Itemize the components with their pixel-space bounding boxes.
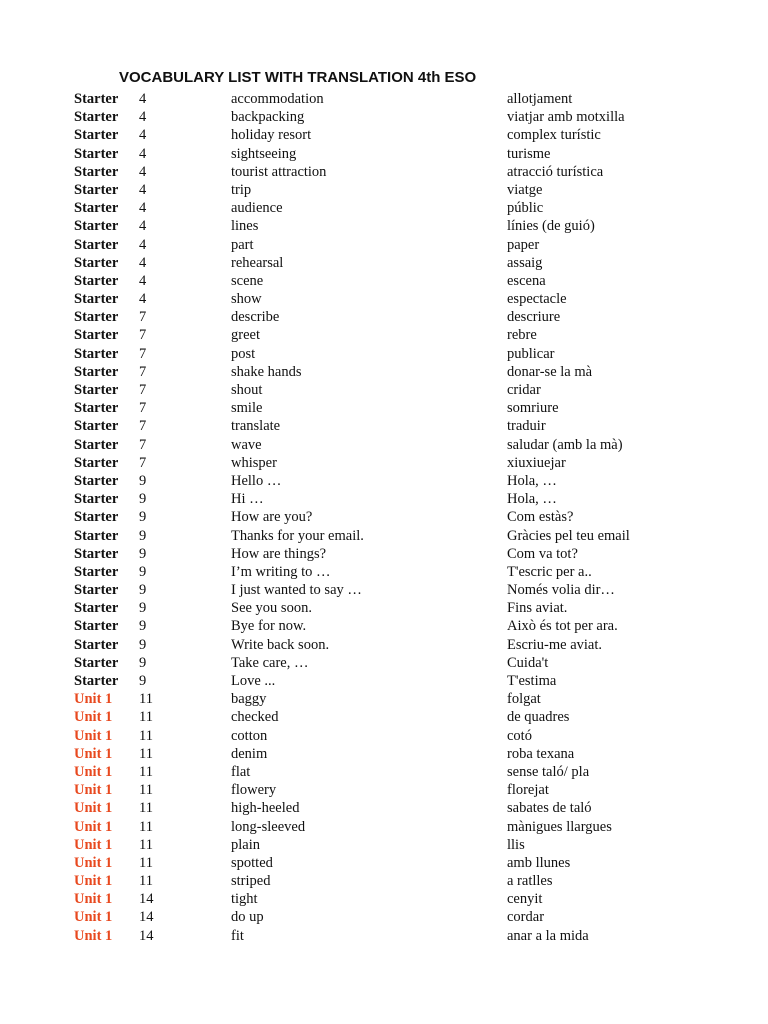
english-term-cell: part: [231, 236, 254, 253]
page-cell: 11: [139, 854, 153, 871]
unit-cell: Starter: [74, 345, 119, 362]
catalan-translation-cell: saludar (amb la mà): [507, 436, 623, 453]
vocabulary-row: [0, 472, 768, 490]
page-cell: 11: [139, 763, 153, 780]
vocabulary-row: [0, 599, 768, 617]
english-term-cell: striped: [231, 873, 271, 890]
catalan-translation-cell: assaig: [507, 254, 543, 271]
page-cell: 9: [139, 527, 147, 544]
vocabulary-row: [0, 836, 768, 854]
english-term-cell: smile: [231, 400, 263, 417]
catalan-translation-cell: anar a la mida: [507, 927, 589, 944]
catalan-translation-cell: Això és tot per ara.: [507, 618, 618, 635]
unit-cell: Unit 1: [74, 854, 113, 871]
vocabulary-row: [0, 908, 768, 926]
page-cell: 11: [139, 818, 153, 835]
english-term-cell: backpacking: [231, 109, 305, 126]
catalan-translation-cell: publicar: [507, 345, 555, 362]
vocabulary-row: [0, 617, 768, 635]
catalan-translation-cell: Escriu-me aviat.: [507, 636, 603, 653]
page-cell: 4: [139, 218, 147, 235]
catalan-translation-cell: llis: [507, 836, 525, 853]
english-term-cell: Love ...: [231, 673, 276, 689]
page-cell: 11: [139, 691, 153, 708]
page-cell: 11: [139, 836, 153, 853]
catalan-translation-cell: xiuxiuejar: [507, 454, 566, 471]
unit-cell: Unit 1: [74, 745, 113, 762]
catalan-translation-cell: línies (de guió): [507, 218, 595, 235]
catalan-translation-cell: viatge: [507, 181, 543, 198]
page-cell: 11: [139, 873, 153, 890]
unit-cell: Starter: [74, 527, 119, 544]
page-cell: 11: [139, 800, 153, 817]
english-term-cell: Bye for now.: [231, 618, 307, 635]
unit-cell: Unit 1: [74, 800, 113, 817]
catalan-translation-cell: sabates de taló: [507, 800, 592, 817]
page-cell: 4: [139, 109, 147, 126]
vocabulary-row: [0, 563, 768, 581]
unit-cell: Unit 1: [74, 727, 113, 744]
catalan-translation-cell: mànigues llargues: [507, 818, 612, 835]
english-term-cell: I just wanted to say …: [231, 582, 362, 599]
unit-cell: Starter: [74, 272, 119, 289]
catalan-translation-cell: Només volia dir…: [507, 582, 615, 599]
vocabulary-row: [0, 108, 768, 126]
vocabulary-row: [0, 381, 768, 399]
english-term-cell: flat: [231, 763, 251, 780]
vocabulary-row: [0, 326, 768, 344]
english-term-cell: denim: [231, 745, 268, 762]
catalan-translation-cell: T'escric per a..: [507, 563, 592, 580]
unit-cell: Starter: [74, 472, 119, 489]
unit-cell: Unit 1: [74, 836, 113, 853]
vocabulary-row: [0, 236, 768, 254]
vocabulary-row: [0, 490, 768, 508]
page-cell: 9: [139, 673, 147, 689]
page-cell: 11: [139, 727, 153, 744]
vocabulary-row: [0, 199, 768, 217]
vocabulary-row: [0, 890, 768, 908]
vocabulary-row: [0, 508, 768, 526]
page-cell: 9: [139, 636, 147, 653]
page-cell: 4: [139, 236, 147, 253]
vocabulary-row: [0, 217, 768, 235]
english-term-cell: tourist attraction: [231, 163, 327, 180]
english-term-cell: Hello …: [231, 472, 282, 489]
catalan-translation-cell: Hola, …: [507, 472, 557, 489]
unit-cell: Starter: [74, 600, 119, 617]
catalan-translation-cell: sense taló/ pla: [507, 763, 590, 780]
english-term-cell: Thanks for your email.: [231, 527, 364, 544]
vocabulary-row: [0, 145, 768, 163]
catalan-translation-cell: viatjar amb motxilla: [507, 109, 625, 126]
catalan-translation-cell: cenyit: [507, 891, 543, 908]
page-cell: 9: [139, 472, 147, 489]
unit-cell: Starter: [74, 163, 119, 180]
vocabulary-row: [0, 581, 768, 599]
unit-cell: Starter: [74, 109, 119, 126]
unit-cell: Starter: [74, 400, 119, 417]
unit-cell: Unit 1: [74, 782, 113, 799]
english-term-cell: checked: [231, 709, 279, 726]
page-cell: 14: [139, 909, 154, 926]
unit-cell: Starter: [74, 654, 119, 671]
vocabulary-row: [0, 872, 768, 890]
vocabulary-row: [0, 454, 768, 472]
unit-cell: Starter: [74, 327, 119, 344]
english-term-cell: sightseeing: [231, 145, 297, 162]
catalan-translation-cell: T'estima: [507, 673, 557, 689]
vocabulary-row: [0, 818, 768, 836]
vocabulary-row: [0, 781, 768, 799]
vocabulary-row: [0, 545, 768, 563]
catalan-translation-cell: Com va tot?: [507, 545, 578, 562]
page-cell: 7: [139, 400, 147, 417]
vocabulary-row: [0, 363, 768, 381]
page-cell: 9: [139, 509, 147, 526]
page-cell: 9: [139, 618, 147, 635]
catalan-translation-cell: de quadres: [507, 709, 570, 726]
page-cell: 4: [139, 200, 147, 217]
page-cell: 4: [139, 163, 147, 180]
catalan-translation-cell: descriure: [507, 309, 561, 326]
english-term-cell: baggy: [231, 691, 267, 708]
catalan-translation-cell: cordar: [507, 909, 545, 926]
catalan-translation-cell: atracció turística: [507, 163, 604, 180]
catalan-translation-cell: paper: [507, 236, 540, 253]
vocabulary-row: [0, 854, 768, 872]
page-cell: 4: [139, 91, 147, 107]
vocabulary-row: [0, 672, 768, 690]
catalan-translation-cell: Gràcies pel teu email: [507, 527, 630, 544]
catalan-translation-cell: traduir: [507, 418, 546, 435]
unit-cell: Starter: [74, 618, 119, 635]
unit-cell: Starter: [74, 673, 119, 689]
page-cell: 9: [139, 563, 147, 580]
english-term-cell: plain: [231, 836, 260, 853]
catalan-translation-cell: folgat: [507, 691, 541, 708]
english-term-cell: rehearsal: [231, 254, 284, 271]
english-term-cell: do up: [231, 909, 264, 926]
catalan-translation-cell: a ratlles: [507, 873, 553, 890]
unit-cell: Starter: [74, 491, 119, 508]
vocabulary-row: [0, 345, 768, 363]
english-term-cell: Hi …: [231, 491, 264, 508]
unit-cell: Starter: [74, 382, 119, 398]
unit-cell: Starter: [74, 636, 119, 653]
english-term-cell: whisper: [231, 454, 277, 471]
vocabulary-row: [0, 417, 768, 435]
catalan-translation-cell: Com estàs?: [507, 509, 574, 526]
english-term-cell: How are you?: [231, 509, 313, 526]
catalan-translation-cell: públic: [507, 200, 544, 217]
catalan-translation-cell: Hola, …: [507, 491, 557, 508]
vocabulary-row: [0, 90, 768, 108]
english-term-cell: See you soon.: [231, 600, 312, 617]
english-term-cell: Write back soon.: [231, 636, 330, 653]
catalan-translation-cell: rebre: [507, 327, 537, 344]
page-cell: 7: [139, 382, 147, 398]
page-cell: 9: [139, 545, 147, 562]
english-term-cell: high-heeled: [231, 800, 300, 817]
page-cell: 4: [139, 272, 147, 289]
page-cell: 11: [139, 709, 153, 726]
english-term-cell: shout: [231, 382, 263, 398]
english-term-cell: accommodation: [231, 91, 324, 107]
unit-cell: Starter: [74, 563, 119, 580]
vocabulary-row: [0, 745, 768, 763]
english-term-cell: translate: [231, 418, 281, 435]
english-term-cell: How are things?: [231, 545, 327, 562]
page-cell: 7: [139, 327, 147, 344]
english-term-cell: audience: [231, 200, 283, 217]
page-cell: 11: [139, 782, 153, 799]
vocabulary-row: [0, 927, 768, 945]
page-cell: 7: [139, 345, 147, 362]
unit-cell: Starter: [74, 145, 119, 162]
unit-cell: Starter: [74, 291, 119, 308]
vocabulary-row: [0, 708, 768, 726]
english-term-cell: scene: [231, 272, 264, 289]
catalan-translation-cell: turisme: [507, 145, 551, 162]
unit-cell: Unit 1: [74, 818, 113, 835]
english-term-cell: greet: [231, 327, 260, 344]
unit-cell: Unit 1: [74, 927, 113, 944]
unit-cell: Unit 1: [74, 691, 113, 708]
page-cell: 7: [139, 309, 147, 326]
page-cell: 9: [139, 600, 147, 617]
unit-cell: Starter: [74, 454, 119, 471]
unit-cell: Starter: [74, 582, 119, 599]
english-term-cell: wave: [231, 436, 262, 453]
english-term-cell: tight: [231, 891, 258, 908]
page-cell: 11: [139, 745, 153, 762]
unit-cell: Unit 1: [74, 909, 113, 926]
unit-cell: Starter: [74, 254, 119, 271]
english-term-cell: spotted: [231, 854, 273, 871]
page-cell: 7: [139, 418, 147, 435]
vocabulary-row: [0, 636, 768, 654]
english-term-cell: describe: [231, 309, 280, 326]
unit-cell: Unit 1: [74, 763, 113, 780]
catalan-translation-cell: amb llunes: [507, 854, 571, 871]
english-term-cell: cotton: [231, 727, 268, 744]
page-cell: 14: [139, 891, 154, 908]
catalan-translation-cell: Cuida't: [507, 654, 549, 671]
vocabulary-row: [0, 799, 768, 817]
vocabulary-list: [0, 90, 768, 945]
english-term-cell: show: [231, 291, 262, 308]
vocabulary-row: [0, 181, 768, 199]
unit-cell: Starter: [74, 545, 119, 562]
vocabulary-row: [0, 727, 768, 745]
vocabulary-row: [0, 272, 768, 290]
vocabulary-row: [0, 690, 768, 708]
vocabulary-row: [0, 126, 768, 144]
page-cell: 4: [139, 181, 147, 198]
english-term-cell: trip: [231, 181, 252, 198]
english-term-cell: shake hands: [231, 363, 302, 380]
page-cell: 4: [139, 145, 147, 162]
unit-cell: Starter: [74, 181, 119, 198]
unit-cell: Starter: [74, 436, 119, 453]
unit-cell: Starter: [74, 218, 119, 235]
vocabulary-row: [0, 527, 768, 545]
unit-cell: Unit 1: [74, 891, 113, 908]
page-cell: 7: [139, 436, 147, 453]
unit-cell: Starter: [74, 509, 119, 526]
unit-cell: Unit 1: [74, 873, 113, 890]
unit-cell: Starter: [74, 91, 119, 107]
page-cell: 4: [139, 254, 147, 271]
page-cell: 4: [139, 127, 147, 144]
page-cell: 9: [139, 491, 147, 508]
catalan-translation-cell: roba texana: [507, 745, 575, 762]
unit-cell: Unit 1: [74, 709, 113, 726]
unit-cell: Starter: [74, 200, 119, 217]
catalan-translation-cell: complex turístic: [507, 127, 601, 144]
english-term-cell: holiday resort: [231, 127, 312, 144]
page-cell: 9: [139, 654, 147, 671]
unit-cell: Starter: [74, 127, 119, 144]
vocabulary-row: [0, 399, 768, 417]
english-term-cell: post: [231, 345, 256, 362]
english-term-cell: flowery: [231, 782, 277, 799]
catalan-translation-cell: escena: [507, 272, 546, 289]
catalan-translation-cell: espectacle: [507, 291, 567, 308]
unit-cell: Starter: [74, 236, 119, 253]
unit-cell: Starter: [74, 418, 119, 435]
vocabulary-row: [0, 763, 768, 781]
unit-cell: Starter: [74, 363, 119, 380]
english-term-cell: long-sleeved: [231, 818, 306, 835]
page-cell: 14: [139, 927, 154, 944]
vocabulary-row: [0, 254, 768, 272]
english-term-cell: lines: [231, 218, 259, 235]
catalan-translation-cell: cotó: [507, 727, 532, 744]
page-title: VOCABULARY LIST WITH TRANSLATION 4th ESO: [119, 69, 477, 86]
vocabulary-row: [0, 654, 768, 672]
english-term-cell: Take care, …: [231, 654, 309, 671]
english-term-cell: fit: [231, 927, 244, 944]
catalan-translation-cell: donar-se la mà: [507, 363, 593, 380]
page-cell: 9: [139, 582, 147, 599]
page-cell: 7: [139, 363, 147, 380]
catalan-translation-cell: somriure: [507, 400, 559, 417]
page-cell: 4: [139, 291, 147, 308]
catalan-translation-cell: florejat: [507, 782, 549, 799]
catalan-translation-cell: allotjament: [507, 91, 573, 107]
english-term-cell: I’m writing to …: [231, 563, 331, 580]
vocabulary-row: [0, 436, 768, 454]
catalan-translation-cell: Fins aviat.: [507, 600, 568, 617]
catalan-translation-cell: cridar: [507, 382, 541, 398]
vocabulary-row: [0, 290, 768, 308]
unit-cell: Starter: [74, 309, 119, 326]
vocabulary-row: [0, 163, 768, 181]
page-cell: 7: [139, 454, 147, 471]
vocabulary-row: [0, 308, 768, 326]
